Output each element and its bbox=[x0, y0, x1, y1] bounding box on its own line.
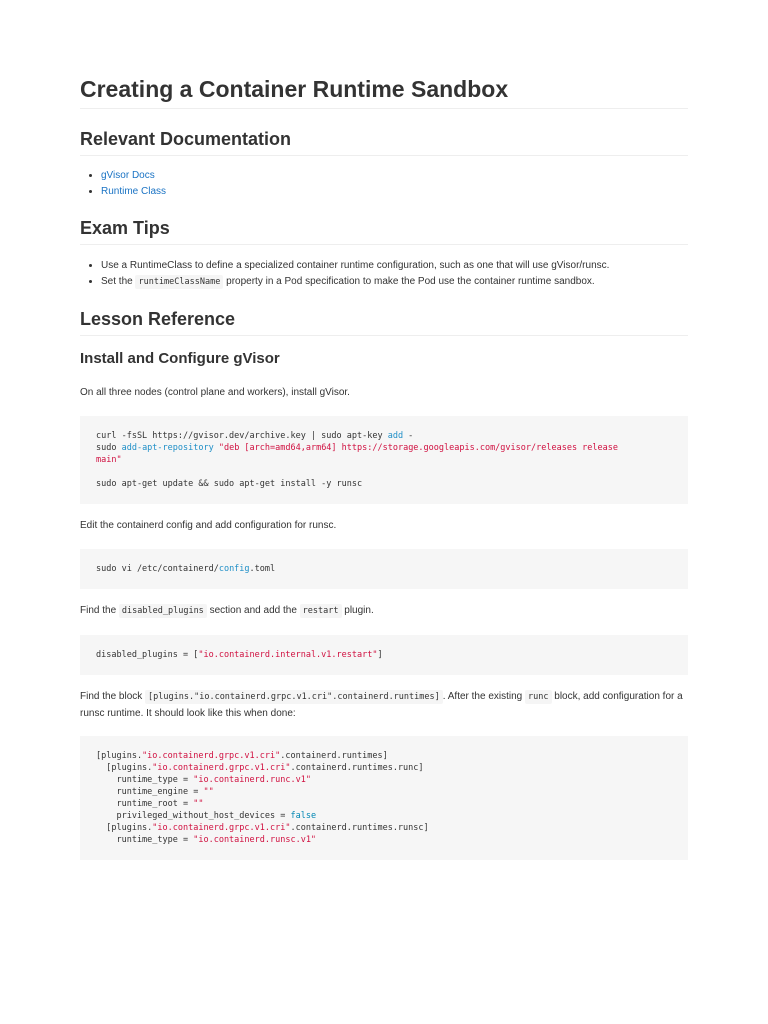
list-item bbox=[101, 184, 688, 200]
section-heading-relevant-documentation: Relevant Documentation bbox=[80, 127, 688, 156]
paragraph-install-intro: On all three nodes (control plane and workers), install gVisor. bbox=[80, 387, 350, 398]
code-block-runsc-config: [plugins."io.containerd.grpc.v1.cri".containerd.runtimes] [plugins."io.containerd.grpc.v1.cri".containerd.runtimes.runc] runtime_type = "io.containerd.runc.v1" runtime_engine = "" runtime_root = "" privileged_without_host_devices = false [plugins."io.containerd.grpc.v1.cri".containerd.runtimes.runsc] runtime_type = "io.containerd.runsc.v1" bbox=[80, 736, 688, 860]
section-heading-lesson-reference: Lesson Reference bbox=[80, 307, 688, 336]
list-item: • Use a RuntimeClass to define a specialized container runtime configuration, such as one that will use gVisor/runsc. bbox=[101, 258, 688, 274]
code-block-edit-config: sudo vi /etc/containerd/config.toml bbox=[80, 549, 688, 589]
exam-tips-list bbox=[80, 258, 688, 290]
list-item: • Set the runtimeClassName property in a Pod specification to make the Pod use the container runtime sandbox. bbox=[101, 274, 688, 291]
link-runtime-class[interactable]: Runtime Class bbox=[101, 185, 167, 197]
list-item bbox=[101, 168, 688, 184]
paragraph-edit-config: Edit the containerd config and add configuration for runsc. bbox=[80, 520, 337, 531]
inline-code: runc bbox=[525, 690, 551, 704]
paragraph-find-block: Find the block [plugins."io.containerd.grpc.v1.cri".containerd.runtimes] . After the existing runc block, add configuration for a runsc runtime. It should look like this when done: bbox=[80, 691, 683, 719]
code-block-install-gvisor: curl -fsSL https://gvisor.dev/archive.key | sudo apt-key add - sudo add-apt-repository "deb [arch=amd64,arm64] https://storage.googleapis.com/gvisor/releases release main" sudo apt-get update && sudo apt-get install -y runsc bbox=[80, 416, 688, 504]
inline-code: restart bbox=[300, 604, 342, 618]
inline-code: [plugins."io.containerd.grpc.v1.cri".containerd.runtimes] bbox=[145, 690, 443, 704]
page-title: Creating a Container Runtime Sandbox bbox=[80, 74, 688, 109]
link-gvisor-docs[interactable]: gVisor Docs bbox=[101, 170, 155, 181]
subheading-install-configure-gvisor: Install and Configure gVisor bbox=[80, 350, 280, 367]
documentation-links-list bbox=[80, 168, 688, 199]
code-block-disabled-plugins: disabled_plugins = ["io.containerd.internal.v1.restart"] bbox=[80, 635, 688, 675]
inline-code: disabled_plugins bbox=[119, 604, 207, 618]
section-heading-exam-tips: Exam Tips bbox=[80, 216, 688, 245]
inline-code: runtimeClassName bbox=[135, 275, 223, 289]
paragraph-find-disabled-plugins: Find the disabled_plugins section and add the restart plugin. bbox=[80, 605, 374, 616]
